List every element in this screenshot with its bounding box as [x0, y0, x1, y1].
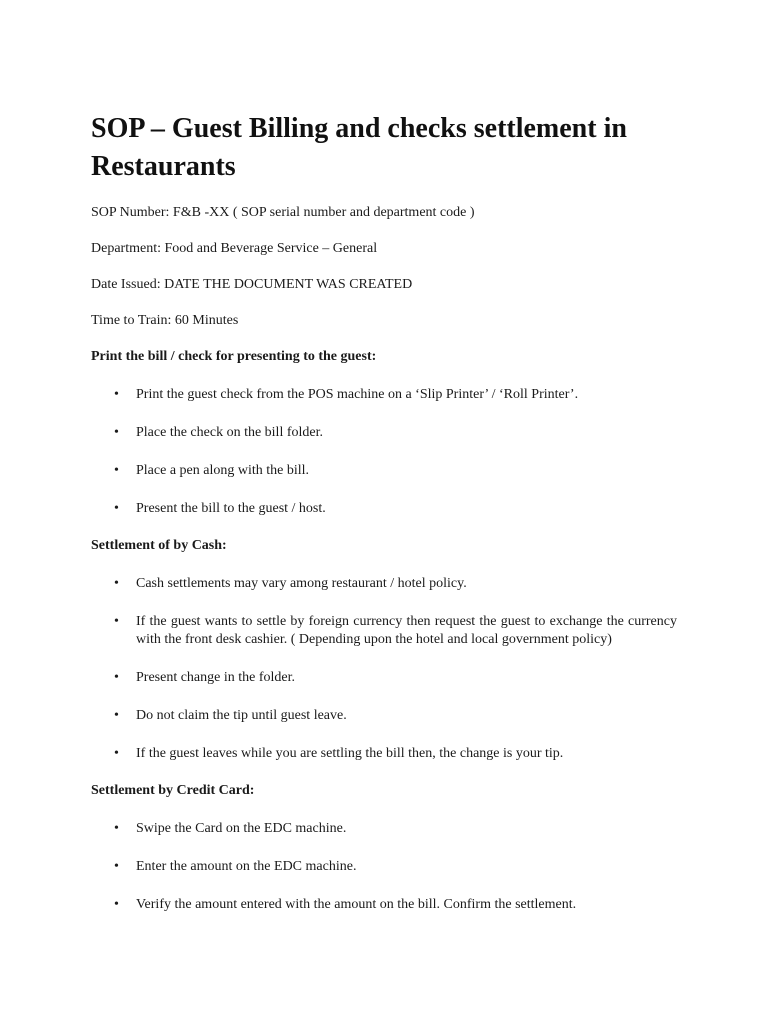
- bullet-icon: •: [114, 425, 119, 440]
- list-item: [91, 820, 677, 838]
- list-item: [91, 613, 677, 649]
- list-item-text: Present the bill to the guest / host.: [136, 501, 326, 516]
- bullet-icon: •: [114, 387, 119, 402]
- list-item: [91, 745, 677, 763]
- bullet-icon: •: [114, 501, 119, 516]
- list-item-text: Place the check on the bill folder.: [136, 425, 323, 440]
- list-item: [91, 896, 677, 914]
- list-item-text: Place a pen along with the bill.: [136, 463, 310, 478]
- list-item-text: Enter the amount on the EDC machine.: [136, 859, 357, 874]
- section-heading-credit-card: Settlement by Credit Card:: [91, 783, 255, 798]
- bullet-icon: •: [114, 463, 119, 478]
- bullet-icon: •: [114, 576, 119, 591]
- list-item: [91, 424, 677, 442]
- department: Department: Food and Beverage Service – General: [91, 241, 378, 256]
- list-item: [91, 669, 677, 687]
- list-item-text: Swipe the Card on the EDC machine.: [136, 821, 347, 836]
- bullet-icon: •: [114, 670, 119, 685]
- list-item-text: Do not claim the tip until guest leave.: [136, 708, 347, 723]
- section-heading-print-bill: Print the bill / check for presenting to the guest:: [91, 349, 377, 364]
- bullet-list-credit-card: [91, 820, 677, 914]
- list-item: [91, 462, 677, 480]
- list-item: [91, 858, 677, 876]
- sop-number: SOP Number: F&B -XX ( SOP serial number and department code ): [91, 205, 475, 220]
- bullet-list-cash: [91, 575, 677, 763]
- section-heading-cash: Settlement of by Cash:: [91, 538, 227, 553]
- document-page: [91, 110, 677, 933]
- bullet-list-print-bill: [91, 386, 677, 518]
- time-to-train: Time to Train: 60 Minutes: [91, 313, 239, 328]
- list-item-text: Cash settlements may vary among restaurant / hotel policy.: [136, 576, 467, 591]
- document-title: SOP – Guest Billing and checks settlement in Restaurants: [91, 113, 627, 182]
- list-item-text: Verify the amount entered with the amount on the bill. Confirm the settlement.: [136, 897, 577, 912]
- list-item: [91, 386, 677, 404]
- list-item: [91, 500, 677, 518]
- list-item: [91, 707, 677, 725]
- bullet-icon: •: [114, 821, 119, 836]
- list-item-text: If the guest wants to settle by foreign currency then request the guest to exchange the currency with the front desk cashier. ( Depending upon the hotel and local government policy): [136, 614, 677, 647]
- bullet-icon: •: [114, 746, 119, 761]
- list-item: [91, 575, 677, 593]
- bullet-icon: •: [114, 614, 119, 629]
- list-item-text: Print the guest check from the POS machine on a ‘Slip Printer’ / ‘Roll Printer’.: [136, 387, 579, 402]
- list-item-text: If the guest leaves while you are settling the bill then, the change is your tip.: [136, 746, 564, 761]
- list-item-text: Present change in the folder.: [136, 670, 296, 685]
- bullet-icon: •: [114, 897, 119, 912]
- bullet-icon: •: [114, 708, 119, 723]
- date-issued: Date Issued: DATE THE DOCUMENT WAS CREATED: [91, 277, 413, 292]
- bullet-icon: •: [114, 859, 119, 874]
